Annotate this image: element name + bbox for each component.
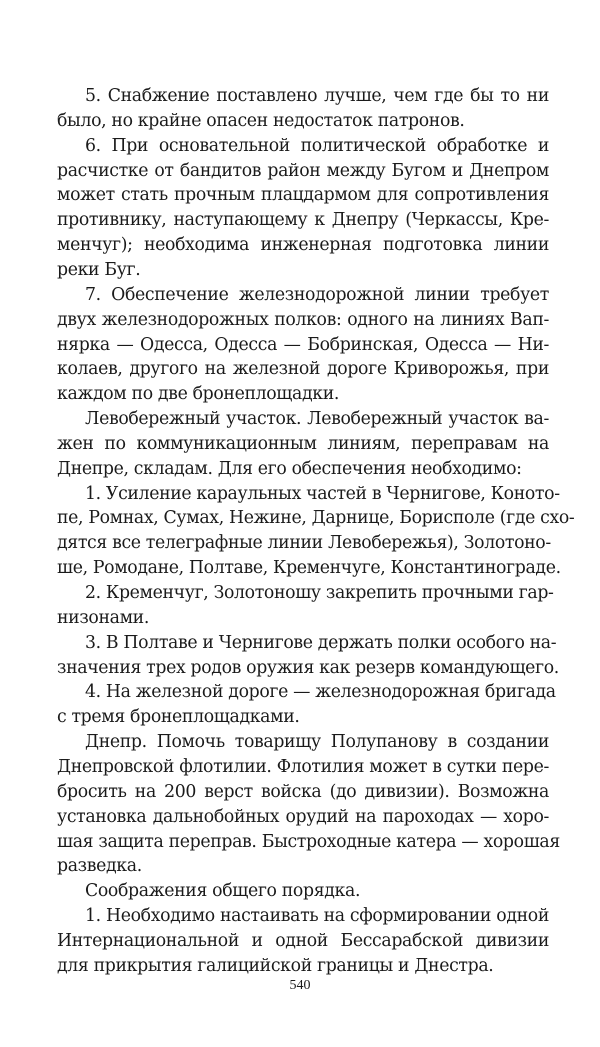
text-line: противнику, наступающему к Днепру (Черкассы, Кре-: [57, 210, 549, 231]
text-line: 7. Обеспечение железнодорожной линии требует: [85, 284, 549, 305]
text-line: разведка.: [57, 856, 142, 877]
text-line: дятся все телеграфные линии Левобережья), Золотоно-: [57, 533, 551, 554]
text-line: нярка — Одесса, Одесса — Бобринская, Одесса — Ни-: [57, 334, 549, 355]
text-line: для прикрытия галицийской границы и Днестра.: [57, 955, 494, 976]
text-line: низонами.: [57, 607, 149, 628]
text-line: было, но крайне опасен недостаток патронов.: [57, 110, 465, 131]
text-line: колаев, другого на железной дороге Криворожья, при: [57, 359, 549, 380]
text-line: шая защита переправ. Быстроходные катера — хорошая: [57, 831, 560, 852]
text-line: Днепровской флотилии. Флотилия может в сутки пере-: [57, 756, 549, 777]
text-line: значения трех родов оружия как резерв командующего.: [57, 657, 559, 678]
text-line: жен по коммуникационным линиям, переправам на: [57, 433, 549, 454]
text-line: бросить на 200 верст войска (до дивизии). Возможна: [57, 781, 549, 802]
text-line: реки Буг.: [57, 259, 141, 280]
text-line: ше, Ромодане, Полтаве, Кременчуге, Константинограде.: [57, 558, 561, 579]
text-line: 3. В Полтаве и Чернигове держать полки особого на-: [85, 632, 557, 653]
text-line: Интернациональной и одной Бессарабской дивизии: [57, 930, 549, 951]
text-line: 6. При основательной политической обработке и: [85, 135, 549, 156]
text-line: установка дальнобойных орудий на пароходах — хоро-: [57, 806, 549, 827]
text-line: 5. Снабжение поставлено лучше, чем где бы то ни: [85, 86, 549, 106]
text-line: Соображения общего порядка.: [85, 881, 361, 902]
text-line: Левобережный участок. Левобережный участок ва-: [85, 409, 549, 430]
text-line: каждом по две бронеплощадки.: [57, 384, 340, 405]
text-line: Днепре, складам. Для его обеспечения необходимо:: [57, 458, 522, 479]
text-line: 1. Усиление караульных частей в Чернигове, Коното-: [85, 483, 560, 504]
text-line: 2. Кременчуг, Золотоношу закрепить прочными гар-: [85, 583, 554, 603]
page-number: 540: [289, 978, 311, 993]
text-line: может стать прочным плацдармом для сопротивления: [57, 185, 549, 206]
text-line: 1. Необходимо настаивать на сформировании одной: [85, 906, 549, 927]
text-line: Днепр. Помочь товарищу Полупанову в создании: [85, 732, 549, 753]
text-line: менчуг); необходима инженерная подготовка линии: [57, 235, 549, 256]
text-line: двух железнодорожных полков: одного на линиях Вап-: [57, 309, 549, 330]
text-line: 4. На железной дороге — железнодорожная бригада: [85, 682, 556, 703]
text-line: с тремя бронеплощадками.: [57, 707, 300, 728]
text-line: расчистке от бандитов район между Бугом и Днепром: [57, 160, 549, 181]
text-line: пе, Ромнах, Сумах, Нежине, Дарнице, Борисполе (где схо-: [57, 508, 575, 529]
